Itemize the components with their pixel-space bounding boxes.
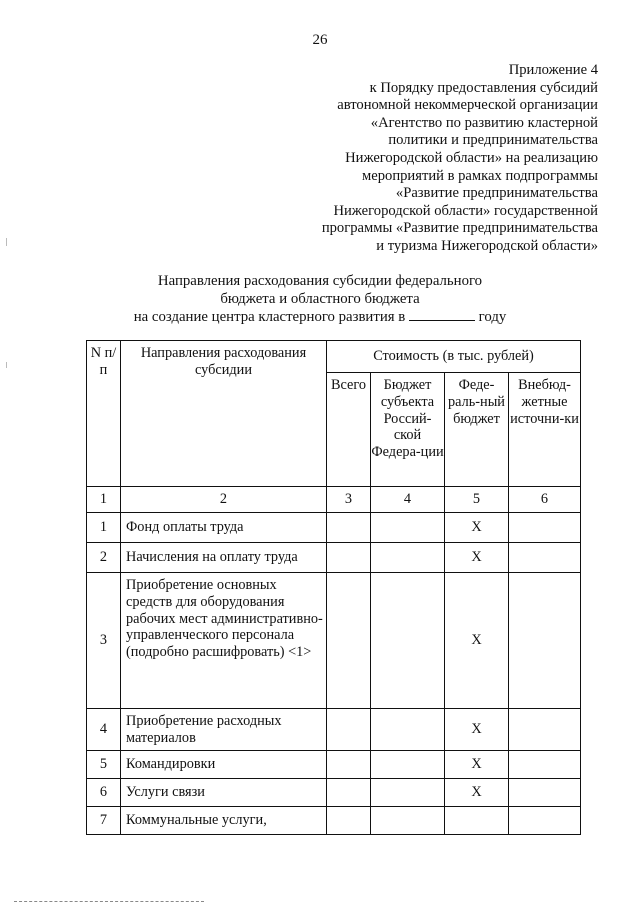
row-total (327, 513, 371, 543)
row-regional (371, 751, 445, 779)
row-name: Приобретение расходных материалов (121, 709, 327, 751)
column-number: 6 (509, 487, 581, 513)
header-total: Всего (327, 373, 371, 487)
row-name: Коммунальные услуги, (121, 807, 327, 835)
appendix-line: «Развитие предпринимательства (395, 185, 598, 202)
row-extra (509, 751, 581, 779)
row-extra (509, 807, 581, 835)
header-regional-budget: Бюджет субъекта Россий-ской Федера-ции (371, 373, 445, 487)
scan-footer-line (14, 901, 204, 903)
title-line-3-suffix: году (478, 309, 507, 325)
scan-edge-mark (6, 362, 7, 368)
appendix-header (278, 62, 598, 256)
row-federal: X (445, 543, 509, 573)
row-federal: X (445, 709, 509, 751)
row-total (327, 709, 371, 751)
row-name: Фонд оплаты труда (121, 513, 327, 543)
row-extra (509, 543, 581, 573)
row-regional (371, 709, 445, 751)
row-federal (445, 807, 509, 835)
scan-edge-mark (6, 238, 7, 246)
appendix-line: программы «Развитие предпринимательства (321, 220, 598, 237)
row-total (327, 751, 371, 779)
row-total (327, 807, 371, 835)
row-regional (371, 779, 445, 807)
row-extra (509, 513, 581, 543)
year-blank (409, 309, 475, 321)
row-name: Услуги связи (121, 779, 327, 807)
header-federal-budget: Феде-раль-ный бюджет (445, 373, 509, 487)
appendix-line: Нижегородской области» на реализацию (345, 149, 598, 166)
row-num: 1 (87, 513, 121, 543)
row-name: Начисления на оплату труда (121, 543, 327, 573)
row-extra (509, 709, 581, 751)
table-row (87, 709, 581, 751)
appendix-line: к Порядку предоставления субсидий (369, 79, 598, 96)
row-num: 7 (87, 807, 121, 835)
row-federal: X (445, 513, 509, 543)
page-number: 26 (312, 32, 328, 48)
appendix-line: автономной некоммерческой организации (337, 97, 598, 114)
row-extra (509, 779, 581, 807)
row-num: 5 (87, 751, 121, 779)
header-direction: Направления расходования субсидии (121, 341, 327, 487)
header-num: N п/п (87, 341, 121, 487)
column-number: 5 (445, 487, 509, 513)
appendix-line: мероприятий в рамках подпрограммы (362, 167, 598, 184)
row-federal: X (445, 573, 509, 709)
row-total (327, 543, 371, 573)
table-row (87, 751, 581, 779)
appendix-line: Нижегородской области» государственной (333, 202, 598, 219)
title-line-2: бюджета и областного бюджета (220, 291, 420, 307)
document-title (0, 272, 640, 326)
appendix-line: «Агентство по развитию кластерной (370, 114, 598, 131)
column-number: 2 (121, 487, 327, 513)
appendix-line: политики и предпринимательства (388, 132, 598, 149)
table-row (87, 513, 581, 543)
appendix-line: Приложение 4 (508, 62, 598, 78)
column-number: 3 (327, 487, 371, 513)
title-line-1: Направления расходования субсидии федерального (157, 273, 483, 289)
table-row (87, 573, 581, 709)
row-federal: X (445, 751, 509, 779)
title-line-3-prefix: на создание центра кластерного развития в (133, 309, 406, 325)
row-regional (371, 807, 445, 835)
header-cost: Стоимость (в тыс. рублей) (327, 341, 581, 373)
row-num: 3 (87, 573, 121, 709)
column-number: 1 (87, 487, 121, 513)
row-num: 2 (87, 543, 121, 573)
row-federal: X (445, 779, 509, 807)
row-num: 4 (87, 709, 121, 751)
title-line-3 (0, 308, 640, 326)
header-extrabudgetary: Внебюд-жетные источни-ки (509, 373, 581, 487)
column-number: 4 (371, 487, 445, 513)
table-row (87, 543, 581, 573)
row-extra (509, 573, 581, 709)
appendix-line: и туризма Нижегородской области» (376, 237, 598, 254)
table-row (87, 807, 581, 835)
row-num: 6 (87, 779, 121, 807)
row-name: Приобретение основных средств для оборудования рабочих мест административно-управленческого персонала (подробно расшифровать) <1> (121, 573, 327, 709)
row-total (327, 573, 371, 709)
row-regional (371, 513, 445, 543)
expense-table (86, 340, 581, 835)
row-regional (371, 573, 445, 709)
row-total (327, 779, 371, 807)
row-regional (371, 543, 445, 573)
row-name: Командировки (121, 751, 327, 779)
table-row (87, 779, 581, 807)
